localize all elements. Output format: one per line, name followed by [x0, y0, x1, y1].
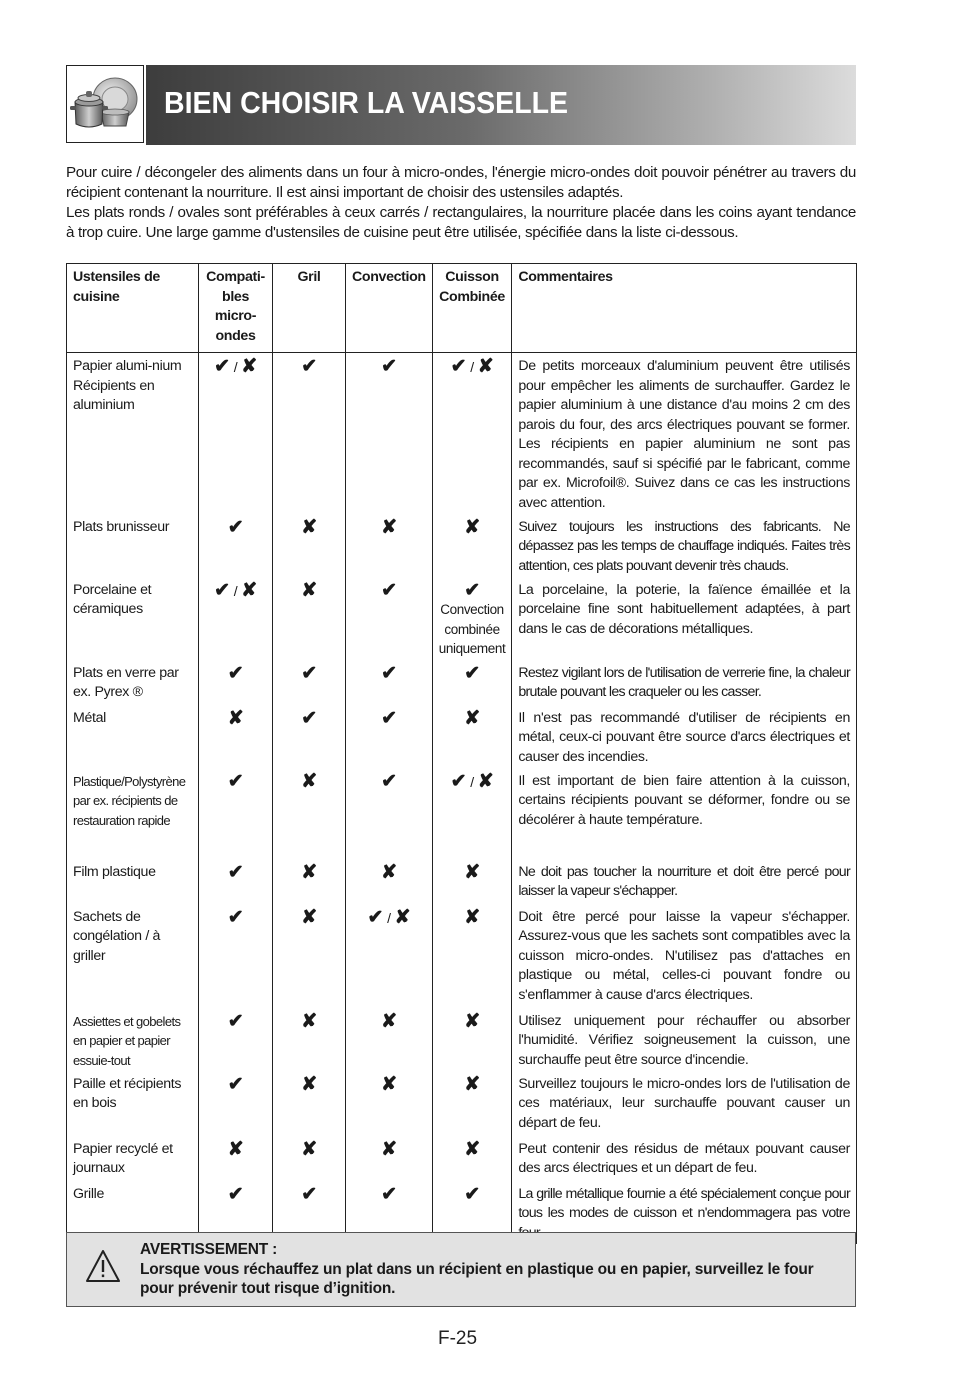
compat-mark: [273, 707, 346, 770]
utensil-comment: De petits morceaux d'aluminium peuvent être utilisés pour empêcher les aliments de surchauffer. Gardez le papier aluminium à une distance d'au moins 2 cm des parois du four, des arcs électriques pouvant se former. Les récipients en papier aluminium ne sont pas recommandés, sauf si spécifié par le fabricant, comme par ex. Microfoil®. Suivez dans ce cas les instructions avec attention.: [512, 353, 857, 516]
utensil-name: Plats en verre par ex. Pyrex ®: [67, 662, 199, 707]
check-icon: ✔: [301, 1183, 317, 1205]
warning-box: [66, 1232, 856, 1307]
cross-icon: ✘: [227, 1138, 244, 1160]
check-icon: ✔: [381, 356, 397, 377]
table-row: [67, 353, 857, 516]
page-number: F-25: [438, 1328, 478, 1349]
compat-mark: [432, 707, 512, 770]
separator: /: [470, 359, 474, 375]
table-row: [67, 662, 857, 707]
compat-mark: [432, 579, 512, 662]
cross-icon: ✘: [464, 1073, 480, 1095]
compat-mark: [346, 579, 433, 662]
check-icon: ✔: [367, 906, 384, 928]
utensil-name: Assiettes et gobelets en papier et papier essuie-tout: [67, 1010, 199, 1073]
check-icon: ✔: [227, 1073, 244, 1095]
intro-text: [66, 163, 856, 243]
table-header-row: [67, 264, 857, 353]
cross-icon: ✘: [381, 1073, 397, 1095]
cross-icon: ✘: [464, 1010, 480, 1032]
separator: /: [233, 582, 238, 599]
cross-icon: ✘: [464, 906, 480, 928]
check-icon: ✔: [381, 662, 397, 684]
utensil-name: Paille et récipients en bois: [67, 1073, 199, 1138]
utensil-comment: La porcelaine, la poterie, la faïence émaillée et la porcelaine fine sont habituellement adaptées, à part dans le cas de décorations métalliques.: [512, 579, 857, 662]
cross-icon: ✘: [241, 579, 257, 601]
compat-mark: [199, 770, 273, 861]
check-icon: ✔: [381, 707, 397, 729]
cross-icon: ✘: [394, 906, 411, 928]
compat-mark: [273, 662, 346, 707]
utensil-name: Métal: [67, 707, 199, 770]
compat-mark: [346, 770, 433, 861]
compat-mark: [199, 1138, 273, 1183]
cross-icon: ✘: [464, 861, 480, 883]
utensil-name: Plats brunisseur: [67, 516, 199, 579]
check-icon: ✔: [301, 356, 317, 377]
title-bar: [146, 65, 856, 145]
check-icon: ✔: [214, 579, 230, 601]
check-icon: ✔: [214, 356, 230, 377]
utensil-comment: Il n'est pas recommandé d'utiliser de récipients en métal, ceux-ci pouvant être source d'arcs électriques et causer des incendies.: [512, 707, 857, 770]
compat-mark: [273, 1073, 346, 1138]
header-combined: Cuisson Combinée: [432, 264, 512, 353]
compat-mark: [346, 662, 433, 707]
check-icon: ✔: [227, 1183, 244, 1205]
check-icon: ✔: [227, 1010, 244, 1032]
check-icon: ✔: [227, 662, 244, 684]
compat-mark: [199, 662, 273, 707]
table-row: [67, 516, 857, 579]
compat-mark: [432, 861, 512, 906]
cross-icon: ✘: [381, 1010, 397, 1032]
compat-mark: [346, 1138, 433, 1183]
cross-icon: ✘: [301, 1010, 317, 1032]
table-row: [67, 1138, 857, 1183]
cross-icon: ✘: [381, 516, 397, 538]
cross-icon: ✘: [301, 516, 317, 538]
compat-mark: [432, 1010, 512, 1073]
cross-icon: ✘: [301, 861, 317, 883]
compat-mark: [346, 861, 433, 906]
check-icon: ✔: [227, 770, 244, 792]
compat-mark: [199, 707, 273, 770]
check-icon: ✔: [227, 906, 244, 928]
cross-icon: ✘: [464, 1138, 480, 1160]
cross-icon: ✘: [241, 356, 257, 377]
cross-icon: ✘: [477, 356, 494, 377]
page-title: BIEN CHOISIR LA VAISSELLE: [164, 85, 569, 120]
cross-icon: ✘: [381, 1138, 397, 1160]
compat-mark: [273, 353, 346, 516]
header-grill: Gril: [273, 264, 346, 353]
compat-mark: [273, 579, 346, 662]
warning-message: Lorsque vous réchauffez un plat dans un récipient en plastique ou en papier, surveillez le four pour prévenir tout risque d’ignition.: [140, 1260, 814, 1297]
compat-mark: [432, 770, 512, 861]
compat-mark: [273, 770, 346, 861]
compat-mark: [346, 906, 433, 1010]
cross-icon: ✘: [301, 1138, 317, 1160]
warning-triangle-icon: [85, 1249, 121, 1283]
utensil-name: Grille: [67, 1183, 199, 1244]
check-icon: ✔: [301, 707, 317, 729]
utensil-name: Sachets de congélation / à griller: [67, 906, 199, 1010]
compat-mark: [346, 516, 433, 579]
header-comments: Commentaires: [512, 264, 857, 353]
check-icon: ✔: [464, 579, 480, 601]
page-header: [66, 65, 856, 145]
cross-icon: ✘: [301, 906, 317, 928]
utensil-comment: Restez vigilant lors de l'utilisation de verrerie fine, la chaleur brutale pouvant les craqueler ou les casser.: [512, 662, 857, 707]
intro-paragraph-2: Les plats ronds / ovales sont préférables à ceux carrés / rectangulaires, la nourriture placée dans les coins ayant tendance à trop cuire. Une large gamme d'ustensiles de cuisine peut être utilisée, spécifiée dans la liste ci-dessous.: [66, 204, 856, 241]
compat-mark: [432, 662, 512, 707]
cross-icon: ✘: [381, 861, 397, 883]
compat-mark: [346, 1073, 433, 1138]
check-icon: ✔: [450, 356, 467, 377]
compat-mark: [199, 1073, 273, 1138]
table-row: [67, 861, 857, 906]
check-icon: ✔: [227, 861, 244, 883]
cross-icon: ✘: [464, 516, 480, 538]
compat-mark: [199, 579, 273, 662]
utensil-name: Film plastique: [67, 861, 199, 906]
utensil-comment: Doit être percé pour laisse la vapeur s'échapper. Assurez-vous que les sachets sont compatibles avec la cuisson micro-ondes. N'utilisez pas d'attaches en plastique ou métal, celles-ci pouvant fondre ou s'enflammer à cause d'arcs électriques.: [512, 906, 857, 1010]
check-icon: ✔: [301, 662, 317, 684]
warning-title: AVERTISSEMENT :: [140, 1241, 278, 1258]
header-convection: Convection: [346, 264, 433, 353]
compat-mark: [346, 1010, 433, 1073]
compat-mark: [199, 861, 273, 906]
check-icon: ✔: [464, 1183, 480, 1205]
mark-note: Convection combinée uniquement: [438, 602, 506, 656]
check-icon: ✔: [381, 770, 397, 792]
separator: /: [470, 773, 474, 790]
compat-mark: [346, 707, 433, 770]
compat-mark: [199, 906, 273, 1010]
compat-mark: [273, 1138, 346, 1183]
header-utensils: Ustensiles de cuisine: [67, 264, 199, 353]
compat-mark: [273, 861, 346, 906]
utensil-comment: Il est important de bien faire attention à la cuisson, certains récipients pouvant se déformer, fondre ou se décolérer à haute température.: [512, 770, 857, 861]
utensil-comment: Suivez toujours les instructions des fabricants. Ne dépassez pas les temps de chauffage indiqués. Faites très attention, ces plats pouvant devenir très chauds.: [512, 516, 857, 579]
utensil-name: Papier alumi-nium Récipients en aluminium: [67, 353, 199, 516]
utensil-name: Plastique/Polystyrène par ex. récipients de restauration rapide: [67, 770, 199, 861]
cross-icon: ✘: [301, 579, 317, 601]
warning-text: [140, 1240, 840, 1299]
cross-icon: ✘: [477, 770, 494, 792]
cross-icon: ✘: [301, 770, 317, 792]
cookware-icon: [66, 65, 144, 143]
cross-icon: ✘: [227, 707, 244, 729]
table-row: [67, 1010, 857, 1073]
cross-icon: ✘: [464, 707, 480, 729]
compat-mark: [432, 1138, 512, 1183]
header-micro: Compati-bles micro-ondes: [199, 264, 273, 353]
utensil-name: Papier recyclé et journaux: [67, 1138, 199, 1183]
utensil-name: Porcelaine et céramiques: [67, 579, 199, 662]
utensil-comment: Utilisez uniquement pour réchauffer ou absorber l'humidité. Vérifiez soigneusement la cuisson, une surchauffe peut être source d'incendie.: [512, 1010, 857, 1073]
table-row: [67, 579, 857, 662]
table-row: [67, 1073, 857, 1138]
utensil-comment: Surveillez toujours le micro-ondes lors de l'utilisation de ces matériaux, leur surchauffe pouvant causer un départ de feu.: [512, 1073, 857, 1138]
separator: /: [387, 909, 391, 926]
compat-mark: [432, 516, 512, 579]
intro-paragraph-1: Pour cuire / décongeler des aliments dans un four à micro-ondes, l'énergie micro-ondes doit pouvoir pénétrer au travers du récipient contenant la nourriture. Il est ainsi important de choisir des ustensiles adaptés.: [66, 164, 856, 201]
compat-mark: [432, 1073, 512, 1138]
check-icon: ✔: [464, 662, 480, 684]
compat-mark: [199, 1010, 273, 1073]
check-icon: ✔: [450, 770, 467, 792]
compat-mark: [273, 906, 346, 1010]
table-row: [67, 770, 857, 861]
separator: /: [233, 359, 238, 375]
compat-mark: [273, 516, 346, 579]
utensil-comment: Ne doit pas toucher la nourriture et doit être percé pour laisser la vapeur s'échapper.: [512, 861, 857, 906]
table-row: [67, 906, 857, 1010]
check-icon: ✔: [381, 579, 397, 601]
compat-mark: [273, 1010, 346, 1073]
compat-mark: [199, 353, 273, 516]
check-icon: ✔: [381, 1183, 397, 1205]
cross-icon: ✘: [301, 1073, 317, 1095]
utensil-comment: Peut contenir des résidus de métaux pouvant causer des arcs électriques et un départ de feu.: [512, 1138, 857, 1183]
compat-mark: [432, 906, 512, 1010]
compat-mark: [432, 353, 512, 516]
compat-mark: [199, 516, 273, 579]
utensils-table: [66, 263, 857, 1244]
compat-mark: [346, 353, 433, 516]
check-icon: ✔: [227, 516, 244, 538]
table-row: [67, 707, 857, 770]
utensil-comment: La grille métallique fournie a été spécialement conçue pour tous les modes de cuisson et n'endommagera pas votre: [512, 1183, 857, 1244]
